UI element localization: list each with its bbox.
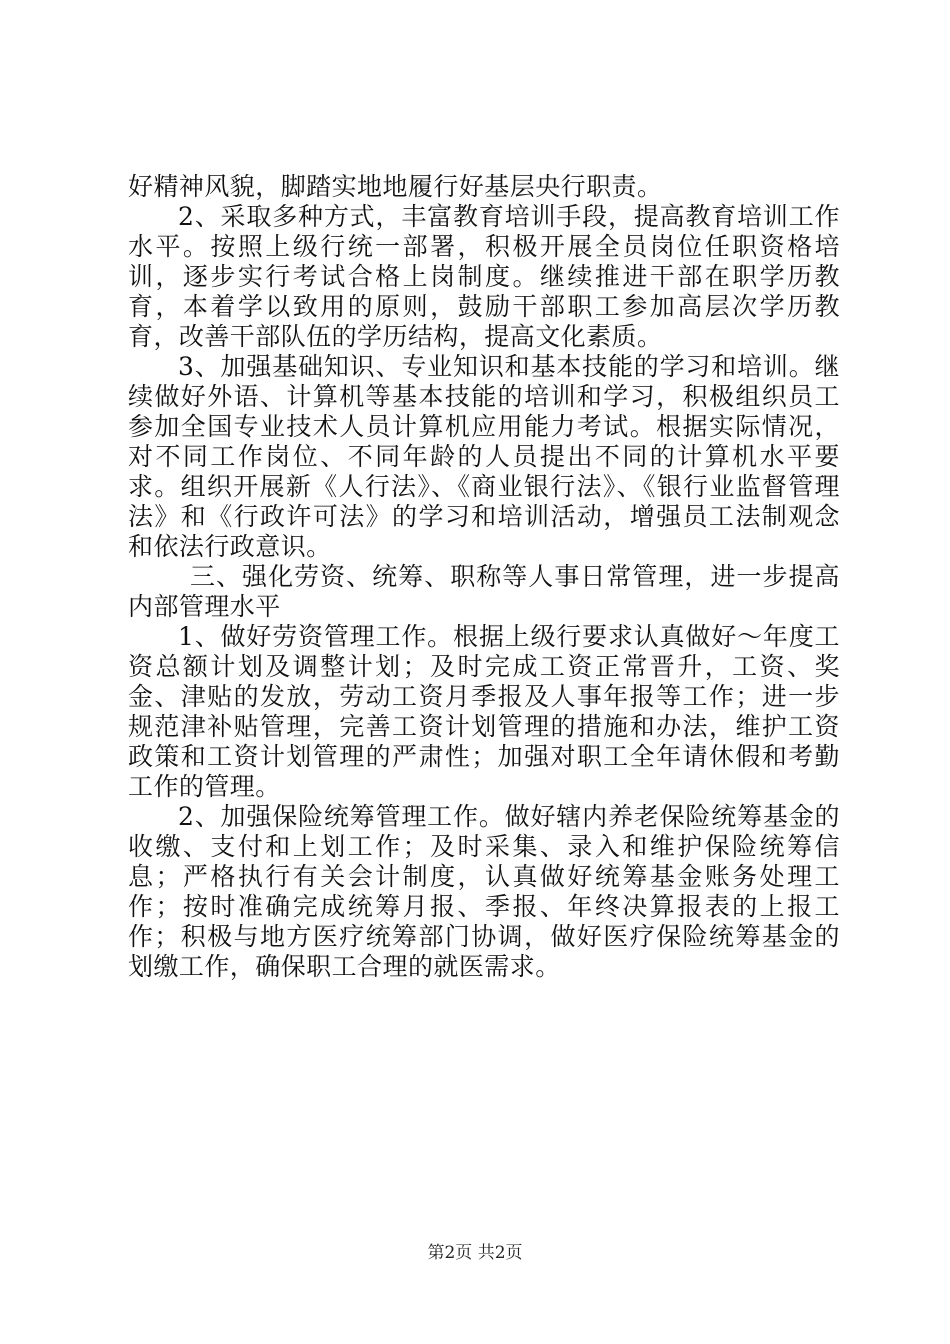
paragraph-item-3: 3、加强基础知识、专业知识和基本技能的学习和培训。继续做好外语、计算机等基本技能的培训和学习，积极组织员工参加全国专业技术人员计算机应用能力考试。根据实际情况，对不同工作岗位、不同年龄的人员提出不同的计算机水平要求。组织开展新《人行法》、《商业银行法》、《银行业监督管理法》和《行政许可法》的学习和培训活动，增强员工法制观念和依法行政意识。 (128, 352, 840, 561)
document-body (128, 172, 840, 982)
paragraph-continuation: 好精神风貌，脚踏实地地履行好基层央行职责。 (128, 172, 663, 201)
section-heading-3: 三、强化劳资、统筹、职称等人事日常管理，进一步提高内部管理水平 (128, 562, 840, 621)
paragraph-item-2-insurance: 2、加强保险统筹管理工作。做好辖内养老保险统筹基金的收缴、支付和上划工作；及时采集、录入和维护保险统筹信息；严格执行有关会计制度，认真做好统筹基金账务处理工作；按时准确完成统筹月报、季报、年终决算报表的上报工作；积极与地方医疗统筹部门协调，做好医疗保险统筹基金的划缴工作，确保职工合理的就医需求。 (128, 802, 840, 981)
paragraph-item-1: 1、做好劳资管理工作。根据上级行要求认真做好～年度工资总额计划及调整计划；及时完成工资正常晋升，工资、奖金、津贴的发放，劳动工资月季报及人事年报等工作；进一步规范津补贴管理，完善工资计划管理的措施和办法，维护工资政策和工资计划管理的严肃性；加强对职工全年请休假和考勤工作的管理。 (128, 622, 840, 801)
page-number: 第2页 共2页 (427, 1243, 523, 1263)
paragraph-item-2: 2、采取多种方式，丰富教育培训手段，提高教育培训工作水平。按照上级行统一部署，积极开展全员岗位任职资格培训，逐步实行考试合格上岗制度。继续推进干部在职学历教育，本着学以致用的原则，鼓励干部职工参加高层次学历教育，改善干部队伍的学历结构，提高文化素质。 (128, 202, 840, 351)
